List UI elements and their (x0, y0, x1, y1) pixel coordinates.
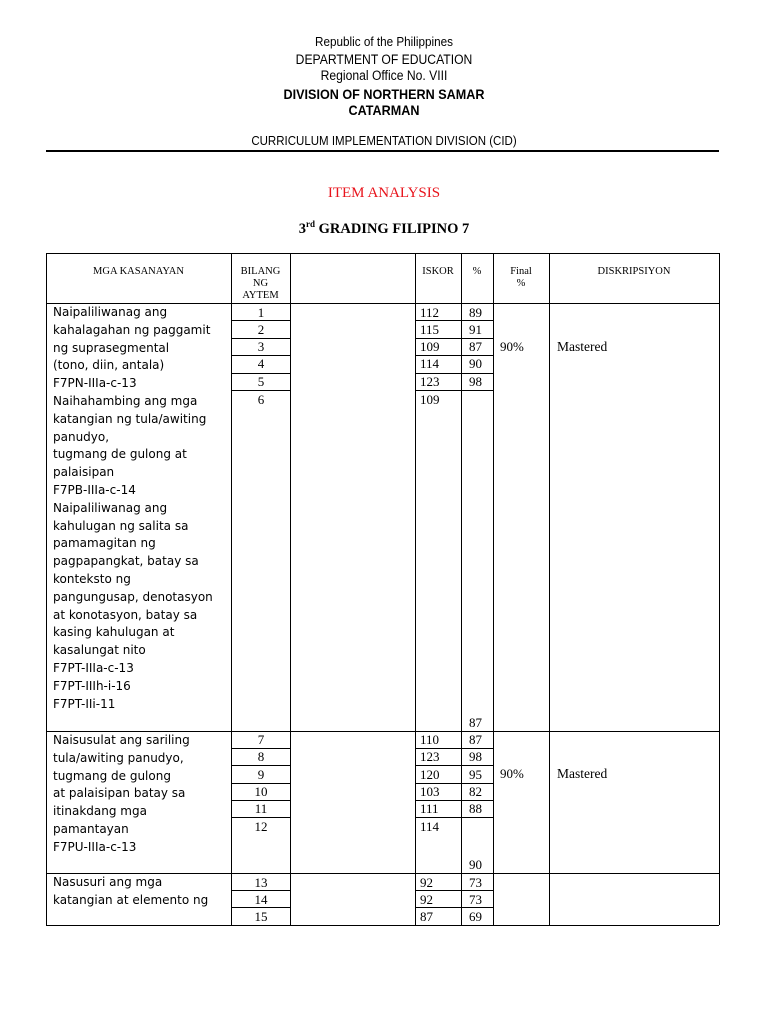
column-divider (415, 253, 416, 925)
final-percent: 90% (500, 766, 524, 781)
item-percent: 73 (469, 892, 482, 907)
item-percent: 69 (469, 909, 482, 924)
row-divider (415, 765, 493, 766)
row-divider (231, 355, 290, 356)
group-divider (46, 873, 719, 874)
item-score: 114 (420, 356, 440, 371)
row-divider (415, 817, 493, 818)
item-score: 110 (420, 732, 440, 747)
document-title: ITEM ANALYSIS (327, 185, 441, 201)
row-divider (231, 765, 290, 766)
item-percent: 87 (469, 339, 482, 354)
row-divider (415, 390, 493, 391)
header-cid: CURRICULUM IMPLEMENTATION DIVISION (CID) (251, 134, 517, 148)
item-score: 92 (420, 875, 433, 890)
item-score: 109 (420, 392, 440, 407)
item-score: 111 (420, 801, 439, 816)
row-divider (415, 783, 493, 784)
group-divider (46, 731, 719, 732)
item-number: 7 (257, 732, 265, 747)
column-header-skills: MGA KASANAYAN (93, 266, 184, 277)
row-divider (415, 373, 493, 374)
item-score: 123 (420, 374, 440, 389)
item-number: 13 (254, 875, 268, 890)
row-divider (231, 373, 290, 374)
item-percent: 95 (469, 767, 482, 782)
row-divider (231, 338, 290, 339)
column-header-final: Final % (510, 266, 532, 289)
row-divider (415, 338, 493, 339)
item-percent: 82 (469, 784, 482, 799)
item-score: 112 (420, 305, 440, 320)
column-divider (493, 253, 494, 925)
item-number: 3 (257, 339, 265, 354)
column-header-score: ISKOR (422, 266, 454, 277)
final-percent: 90% (500, 339, 524, 354)
item-percent: 88 (469, 801, 482, 816)
description: Mastered (557, 339, 608, 354)
subtitle-suffix: rd (305, 219, 315, 229)
header-row-divider (46, 303, 719, 304)
column-divider (549, 253, 550, 925)
row-divider (231, 890, 290, 891)
item-number: 14 (254, 892, 268, 907)
row-divider (231, 783, 290, 784)
row-divider (231, 800, 290, 801)
item-score: 123 (420, 749, 440, 764)
subtitle-rest: GRADING FILIPINO 7 (314, 221, 470, 237)
item-percent: 90 (469, 356, 482, 371)
column-header-item-no: BILANG NG AYTEM (240, 266, 281, 301)
row-divider (415, 320, 493, 321)
row-divider (231, 907, 290, 908)
item-number: 6 (257, 392, 265, 407)
item-number: 12 (254, 819, 268, 834)
skill-cell-group-2: Naisusulat ang sariling tula/awiting panudyo, tugmang de gulong at palaisipan batay sa itinakdang mga pamantayan F7PU-IIIa-c-13 (53, 733, 190, 854)
item-score: 87 (420, 909, 433, 924)
column-divider (231, 253, 232, 925)
row-divider (415, 748, 493, 749)
header-rule (46, 150, 719, 152)
item-score: 103 (420, 784, 440, 799)
item-number: 10 (254, 784, 268, 799)
item-percent: 89 (469, 305, 482, 320)
column-divider (290, 253, 291, 925)
header-republic: Republic of the Philippines (315, 34, 453, 49)
item-percent: 87 (469, 732, 482, 747)
row-divider (415, 355, 493, 356)
header-division: DIVISION OF NORTHERN SAMAR (283, 86, 485, 102)
item-score: 109 (420, 339, 440, 354)
row-divider (231, 817, 290, 818)
table-border-right (719, 253, 720, 925)
item-score: 115 (420, 322, 440, 337)
skill-cell-group-1: Naipaliliwanag ang kahalagahan ng paggamit ng suprasegmental (tono, diin, antala) F7PN-IIIa-c-13 Naihahambing ang mga katangian ng tula/awiting panudyo, tugmang de gulong at palaisipan F7PB-IIIa-c-14 Naipaliliwanag ang kahulugan ng salita sa pamamagitan ng pagpapangkat, batay sa konteksto ng pangungusap, denotasyon at konotasyon, batay sa kasing kahulugan at kasalungat nito F7PT-IIIa-c-13 F7PT-IIIh-i-16 F7PT-IIi-11 (53, 305, 213, 711)
table-border-left (46, 253, 47, 925)
item-percent: 98 (469, 749, 482, 764)
document-subtitle (0, 219, 768, 238)
item-score: 120 (420, 767, 440, 782)
row-divider (231, 320, 290, 321)
item-number: 15 (254, 909, 268, 924)
column-header-percent: % (472, 266, 482, 277)
table-border-top (46, 253, 719, 254)
item-number: 2 (257, 322, 265, 337)
row-divider (231, 390, 290, 391)
row-divider (415, 800, 493, 801)
row-divider (231, 748, 290, 749)
item-percent: 87 (469, 715, 482, 730)
header-city: CATARMAN (348, 102, 420, 118)
table-border-bottom (46, 925, 719, 926)
row-divider (415, 907, 493, 908)
item-percent: 91 (469, 322, 482, 337)
column-divider (461, 253, 462, 925)
item-percent: 90 (469, 857, 482, 872)
column-header-description: DISKRIPSIYON (597, 266, 671, 277)
row-divider (415, 890, 493, 891)
item-number: 4 (257, 356, 265, 371)
item-score: 114 (420, 819, 440, 834)
subtitle-ordinal: 3 (298, 221, 306, 237)
header-department: DEPARTMENT OF EDUCATION (295, 52, 473, 67)
item-percent: 73 (469, 875, 482, 890)
item-number: 8 (257, 749, 265, 764)
item-number: 1 (257, 305, 265, 320)
item-percent: 98 (469, 374, 482, 389)
item-number: 9 (257, 767, 265, 782)
skill-cell-group-3: Nasusuri ang mga katangian at elemento ng (53, 875, 209, 907)
header-regional-office: Regional Office No. VIII (320, 68, 448, 83)
item-score: 92 (420, 892, 433, 907)
item-number: 5 (257, 374, 265, 389)
item-number: 11 (254, 801, 268, 816)
description: Mastered (557, 766, 608, 781)
